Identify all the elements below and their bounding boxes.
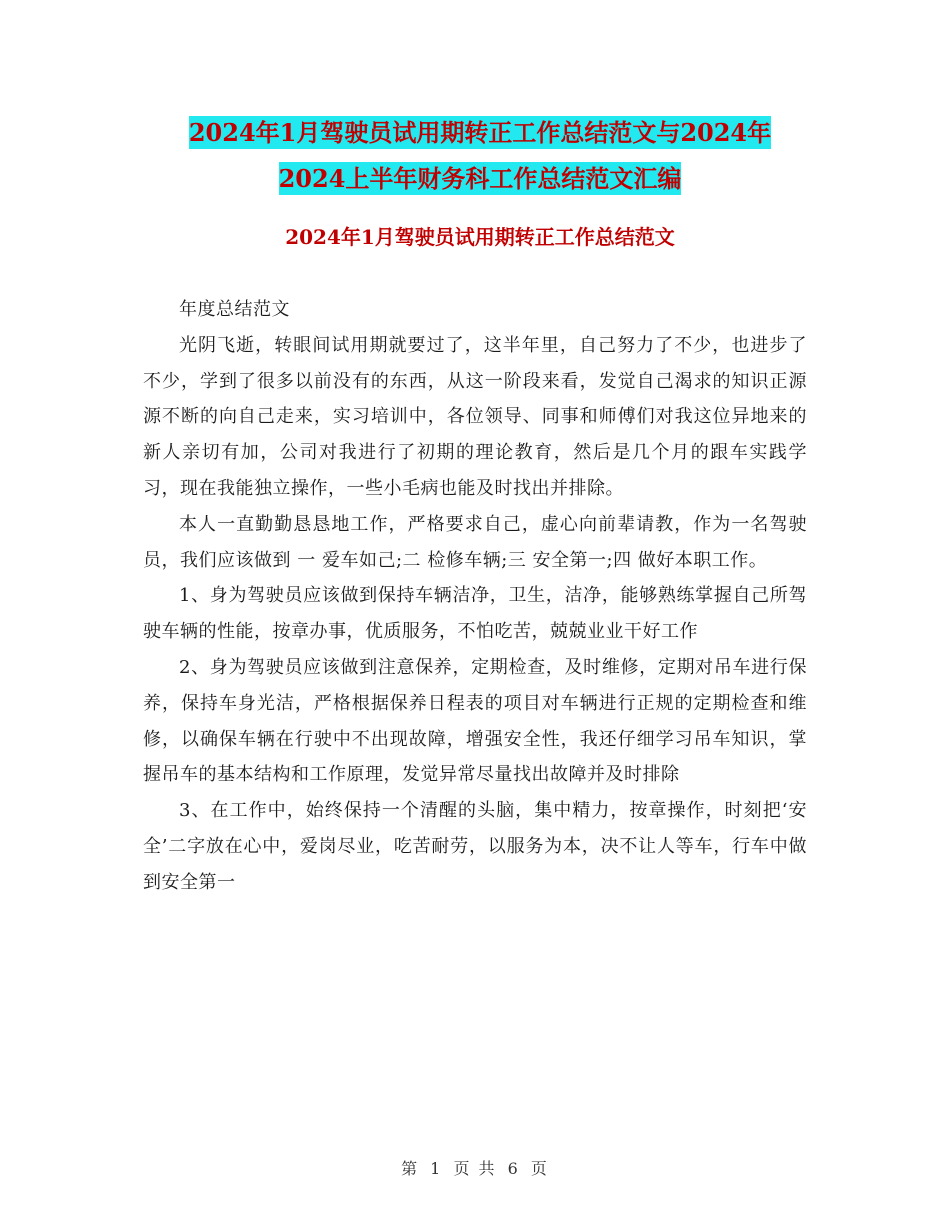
page-footer (0, 1156, 950, 1179)
paragraph-5: 3、在工作中，始终保持一个清醒的头脑，集中精力，按章操作，时刻把‘安全’二字放在心中，爱岗尽业，吃苦耐劳，以服务为本，决不让人等车，行车中做到安全第一 (143, 800, 807, 893)
paragraph-4: 2、身为驾驶员应该做到注意保养，定期检查，及时维修，定期对吊车进行保养，保持车身光洁，严格根据保养日程表的项目对车辆进行正规的定期检查和维修，以确保车辆在行驶中不出现故障，增强安全性，我还仔细学习吊车知识，掌握吊车的基本结构和工作原理，发觉异常尽量找出故障并及时排除 (143, 656, 807, 786)
paragraph-1: 光阴飞逝，转眼间试用期就要过了，这半年里，自己努力了不少，也进步了不少，学到了很多以前没有的东西，从这一阶段来看，发觉自己渴求的知识正源源不断的向自己走来，实习培训中，各位领导、同事和师傅们对我这位异地来的新人亲切有加，公司对我进行了初期的理论教育，然后是几个月的跟车实践学习，现在我能独立操作，一些小毛病也能及时找出并排除。 (143, 334, 807, 499)
paragraph-0: 年度总结范文 (179, 299, 290, 320)
paragraph-3: 1、身为驾驶员应该做到保持车辆洁净，卫生，洁净，能够熟练掌握自己所驾驶车辆的性能，按章办事，优质服务，不怕吃苦，兢兢业业干好工作 (143, 585, 807, 643)
title-line-1: 2024年1月驾驶员试用期转正工作总结范文与2024年 (188, 118, 772, 147)
paragraph-2: 本人一直勤勤恳恳地工作，严格要求自己，虚心向前辈请教，作为一名驾驶员，我们应该做到 一 爱车如己;二 检修车辆;三 安全第一;四 做好本职工作。 (143, 513, 807, 571)
footer-current-page: 1 (430, 1159, 443, 1178)
title-line-2: 2024上半年财务科工作总结范文汇编 (278, 164, 682, 193)
document-body (143, 292, 807, 901)
footer-total-pages: 6 (507, 1159, 520, 1178)
footer-suffix: 页 (530, 1159, 549, 1178)
footer-prefix: 第 (401, 1159, 420, 1178)
section-title: 2024年1月驾驶员试用期转正工作总结范文 (285, 225, 675, 249)
footer-middle: 页 共 (453, 1159, 497, 1178)
document-title (140, 110, 820, 202)
